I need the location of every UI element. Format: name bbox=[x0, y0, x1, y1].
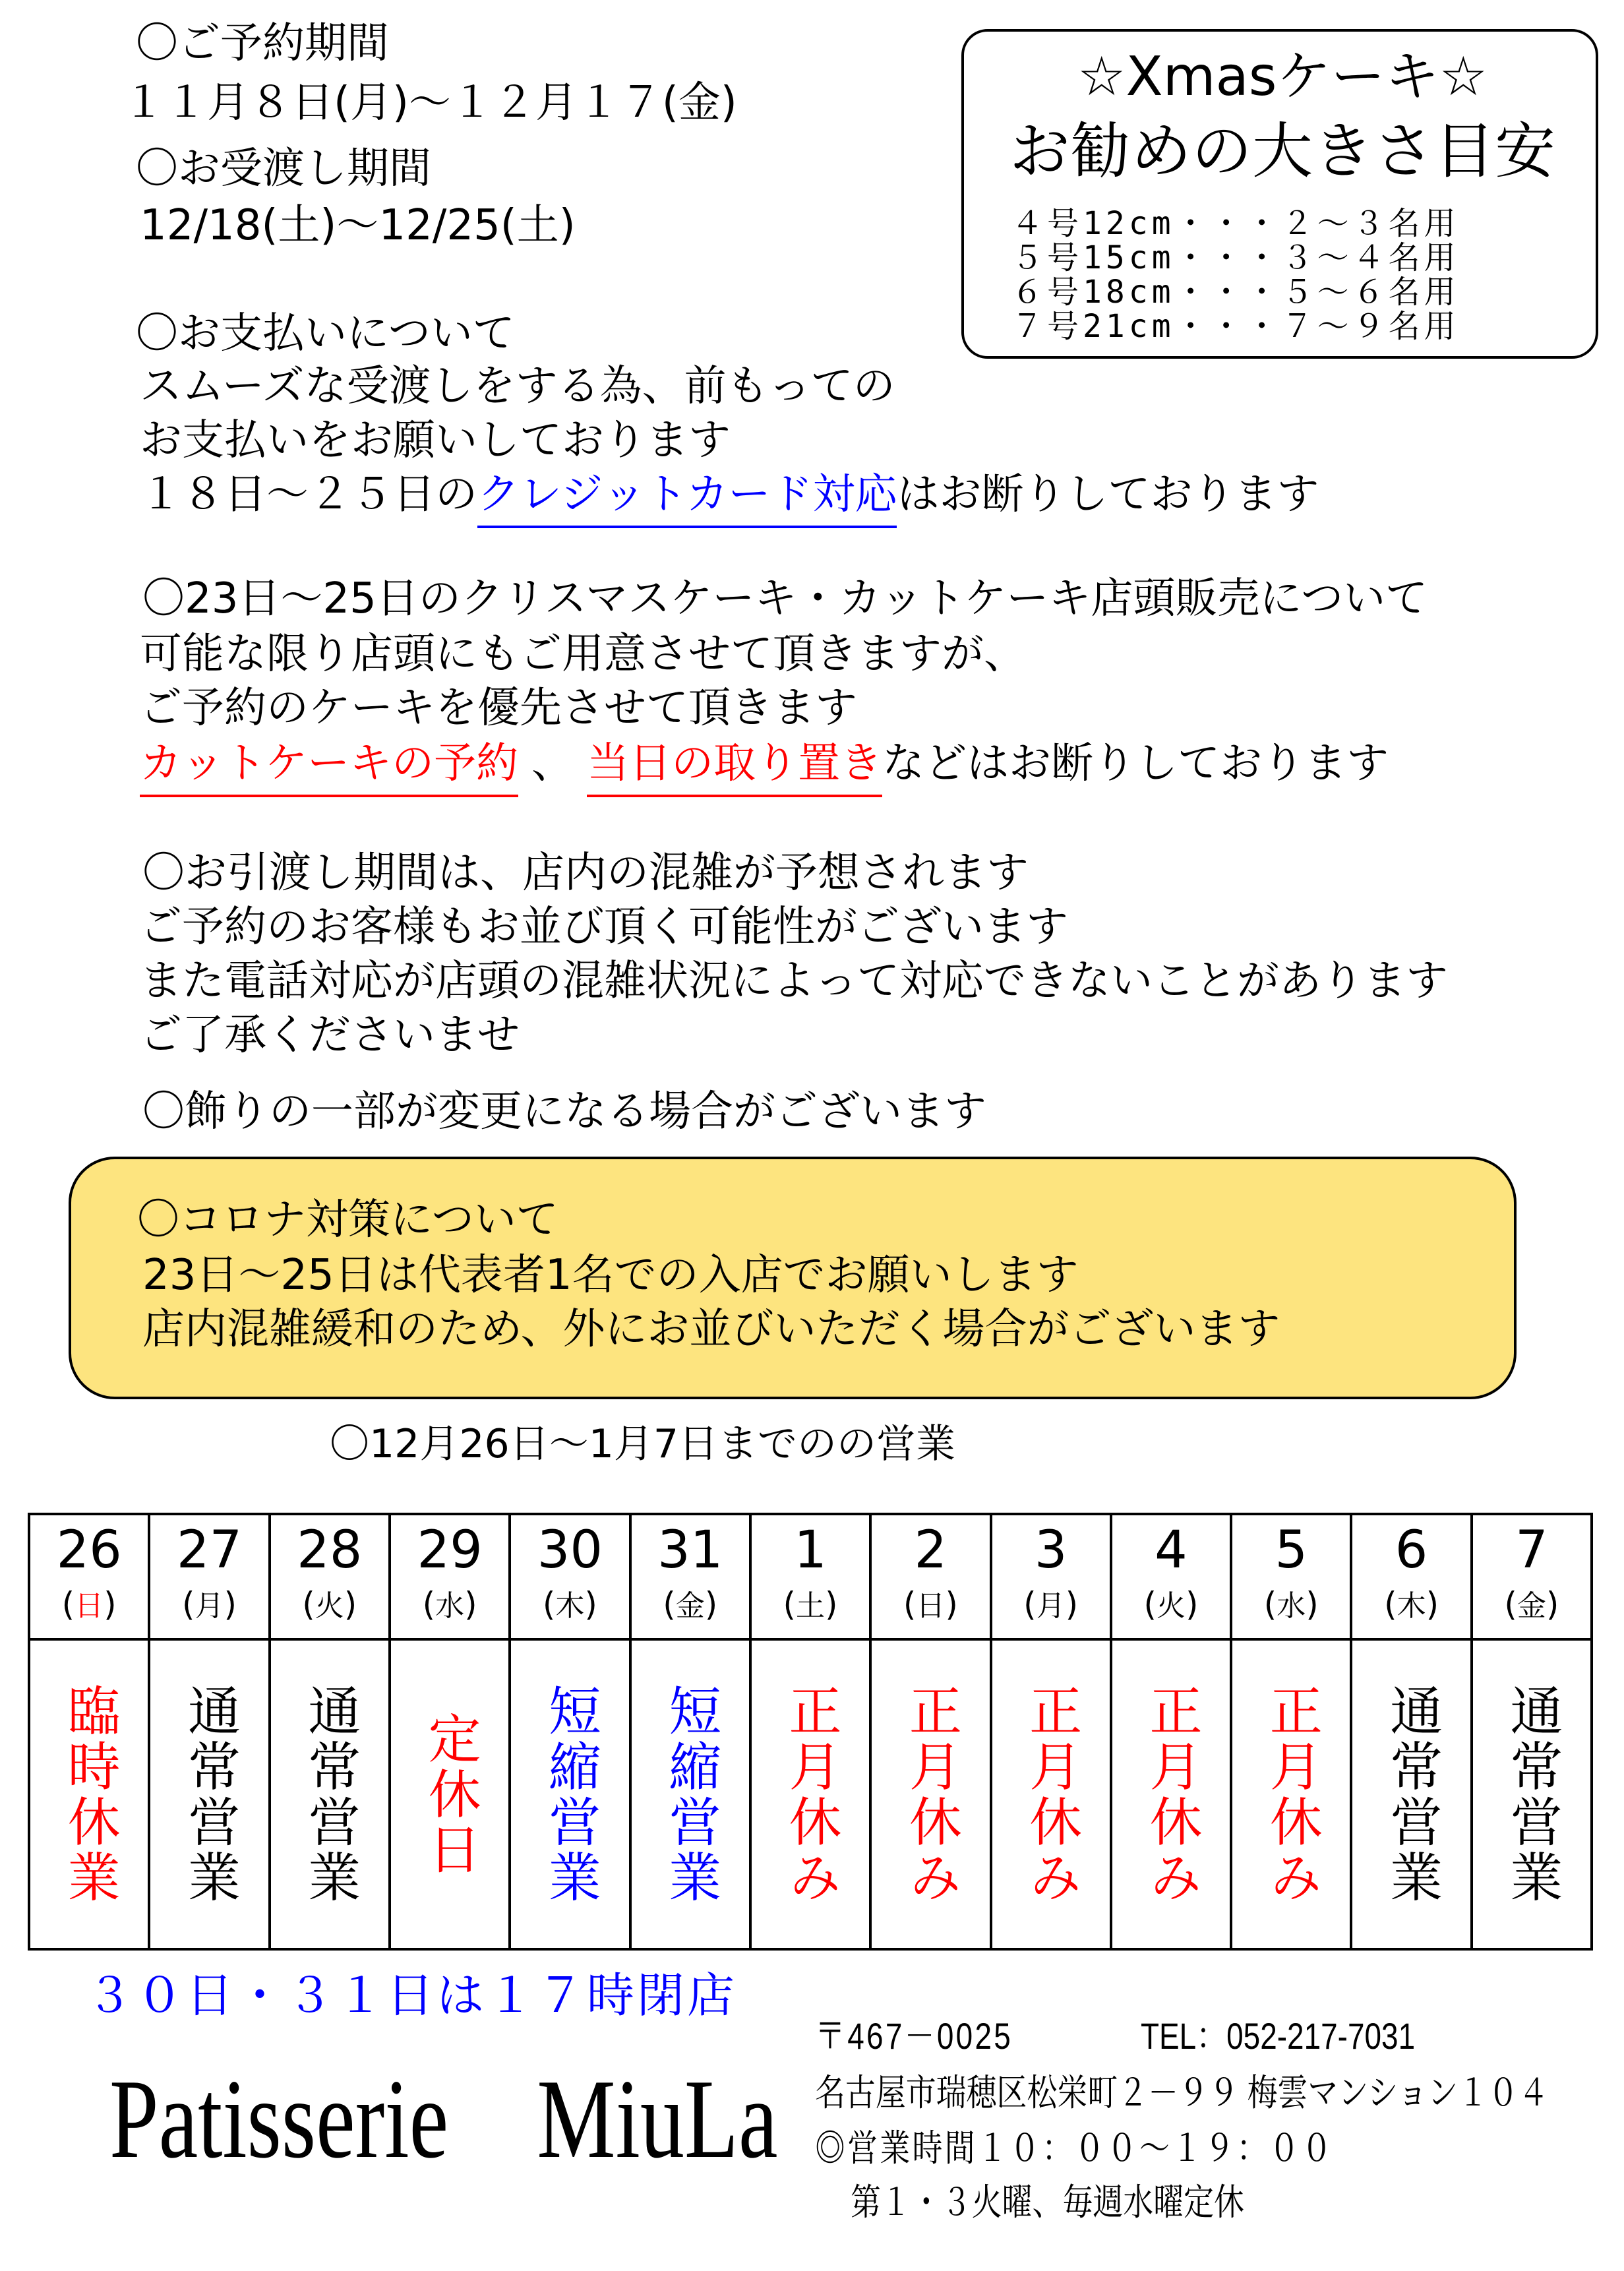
weekday-char: 土 bbox=[796, 1589, 826, 1623]
pickup-period-label: 〇お受渡し期間 bbox=[136, 144, 431, 193]
calendar-weekday bbox=[992, 1585, 1110, 1623]
calendar-date: 31 bbox=[657, 1521, 723, 1580]
size-row: ７号21cm・・・７～９名用 bbox=[1011, 308, 1460, 345]
same-day-hold-notice: 当日の取り置き bbox=[587, 739, 882, 797]
calendar-date: 29 bbox=[417, 1521, 483, 1580]
calendar-date: 5 bbox=[1275, 1521, 1308, 1580]
payment-line-1: スムーズな受渡しをする為、前もっての bbox=[140, 362, 895, 411]
size-guide-title: ☆Xmasケーキ☆ bbox=[1077, 45, 1488, 108]
calendar-day bbox=[632, 1515, 752, 1948]
calendar-day-header bbox=[1112, 1515, 1230, 1641]
corona-line-1: 23日～25日は代表者1名での入店でお願いします bbox=[142, 1251, 1079, 1300]
payment-label: 〇お支払いについて bbox=[136, 309, 515, 358]
reservation-period-label: 〇ご予約期間 bbox=[136, 19, 389, 68]
weekday-paren-close: ) bbox=[1185, 1585, 1199, 1623]
business-status: 正月休み bbox=[1261, 1683, 1323, 1905]
payment-line-2: お支払いをお願いしております bbox=[140, 416, 731, 465]
calendar-day bbox=[1112, 1515, 1232, 1948]
business-status: 通常営業 bbox=[1501, 1683, 1563, 1905]
weekday-paren-close: ) bbox=[1546, 1585, 1559, 1623]
calendar-day-body bbox=[752, 1641, 869, 1948]
calendar-day bbox=[30, 1515, 150, 1948]
shop-address: 名古屋市瑞穂区松栄町２－９９ 梅雲マンション１０４ bbox=[815, 2072, 1549, 2113]
weekday-paren-open: ( bbox=[1384, 1585, 1397, 1623]
handover-line-2: また電話対応が店頭の混雑状況によって対応できないことがあります bbox=[140, 957, 1448, 1006]
business-status: 正月休み bbox=[1140, 1683, 1202, 1905]
weekday-paren-open: ( bbox=[783, 1585, 797, 1623]
calendar-day-header bbox=[872, 1515, 989, 1641]
weekday-char: 水 bbox=[435, 1589, 465, 1623]
weekday-paren-close: ) bbox=[464, 1585, 477, 1623]
shop-phone: TEL：052-217-7031 bbox=[1141, 2015, 1416, 2057]
calendar-day-body bbox=[511, 1641, 628, 1948]
calendar-day-header bbox=[632, 1515, 749, 1641]
calendar-day bbox=[752, 1515, 872, 1948]
calendar-weekday bbox=[1352, 1585, 1470, 1623]
weekday-char: 木 bbox=[1397, 1589, 1426, 1623]
weekday-paren-close: ) bbox=[584, 1585, 597, 1623]
weekday-paren-open: ( bbox=[422, 1585, 436, 1623]
corona-line-2: 店内混雑緩和のため、外にお並びいただく場合がございます bbox=[142, 1305, 1280, 1354]
calendar-day-body bbox=[1112, 1641, 1230, 1948]
weekday-paren-open: ( bbox=[542, 1585, 556, 1623]
calendar-day bbox=[992, 1515, 1112, 1948]
instore-label: 〇23日～25日のクリスマスケーキ・カットケーキ店頭販売について bbox=[142, 574, 1428, 623]
calendar-day-header bbox=[271, 1515, 388, 1641]
calendar-day bbox=[511, 1515, 631, 1948]
instore-suffix: などはお断りしております bbox=[882, 739, 1389, 788]
calendar-day-body bbox=[150, 1641, 268, 1948]
weekday-paren-open: ( bbox=[903, 1585, 917, 1623]
calendar-date: 4 bbox=[1155, 1521, 1188, 1580]
weekday-paren-close: ) bbox=[945, 1585, 958, 1623]
business-status: 正月休み bbox=[780, 1683, 842, 1905]
weekday-paren-close: ) bbox=[704, 1585, 718, 1623]
calendar-date: 6 bbox=[1395, 1521, 1428, 1580]
decoration-note: 〇飾りの一部が変更になる場合がございます bbox=[142, 1087, 986, 1136]
shop-hours: ◎営業時間１０：００～１９：００ bbox=[815, 2127, 1335, 2169]
calendar-day bbox=[1352, 1515, 1472, 1948]
calendar-day-header bbox=[391, 1515, 508, 1641]
closing-time-note: ３０日・３１日は１７時閉店 bbox=[86, 1968, 738, 2023]
business-status: 通常営業 bbox=[299, 1683, 361, 1905]
cut-cake-reservation-notice: カットケーキの予約 bbox=[140, 739, 518, 797]
calendar-day-body bbox=[271, 1641, 388, 1948]
business-status: 短縮営業 bbox=[659, 1683, 721, 1905]
calendar-weekday bbox=[511, 1585, 628, 1623]
calendar-day-body bbox=[1352, 1641, 1470, 1948]
business-status: 臨時休業 bbox=[59, 1683, 121, 1905]
calendar-day-body bbox=[1473, 1641, 1590, 1948]
calendar-day-body bbox=[632, 1641, 749, 1948]
instore-line-3 bbox=[140, 739, 1389, 788]
calendar-date: 26 bbox=[56, 1521, 122, 1580]
calendar-day bbox=[1473, 1515, 1590, 1948]
calendar-day bbox=[271, 1515, 391, 1948]
weekday-char: 水 bbox=[1277, 1589, 1306, 1623]
payment-suffix: はお断りしております bbox=[897, 470, 1319, 519]
size-row: ６号18cm・・・５～６名用 bbox=[1011, 274, 1460, 311]
calendar-day-header bbox=[30, 1515, 148, 1641]
handover-line-3: ご了承くださいませ bbox=[140, 1011, 520, 1060]
weekday-char: 月 bbox=[1036, 1589, 1066, 1623]
calendar-date: 27 bbox=[176, 1521, 243, 1580]
calendar-date: 30 bbox=[537, 1521, 603, 1580]
payment-prefix: １８日～２５日の bbox=[140, 470, 477, 519]
weekday-char: 火 bbox=[1156, 1589, 1186, 1623]
calendar-day-body bbox=[992, 1641, 1110, 1948]
handover-label: 〇お引渡し期間は、店内の混雑が予想されます bbox=[142, 849, 1029, 897]
calendar-day-header bbox=[752, 1515, 869, 1641]
weekday-paren-open: ( bbox=[1143, 1585, 1157, 1623]
calendar-weekday bbox=[150, 1585, 268, 1623]
pickup-period-dates: 12/18(土)～12/25(土) bbox=[140, 201, 576, 250]
shop-logo-name: Patisserie MiuLa bbox=[109, 2057, 778, 2182]
calendar-weekday bbox=[271, 1585, 388, 1623]
calendar-weekday bbox=[872, 1585, 989, 1623]
calendar-weekday bbox=[1112, 1585, 1230, 1623]
calendar-day-header bbox=[1352, 1515, 1470, 1641]
calendar-weekday bbox=[391, 1585, 508, 1623]
calendar-day bbox=[872, 1515, 992, 1948]
weekday-char: 火 bbox=[315, 1589, 344, 1623]
business-status: 短縮営業 bbox=[539, 1683, 601, 1905]
instore-sep: 、 bbox=[531, 739, 574, 788]
reservation-period-dates: １１月８日(月)～１２月１７(金) bbox=[123, 78, 737, 127]
weekday-char: 月 bbox=[195, 1589, 224, 1623]
weekday-paren-close: ) bbox=[344, 1585, 357, 1623]
weekday-paren-close: ) bbox=[1065, 1585, 1079, 1623]
calendar-day bbox=[391, 1515, 511, 1948]
calendar-day-header bbox=[1232, 1515, 1350, 1641]
weekday-paren-open: ( bbox=[181, 1585, 195, 1623]
calendar-weekday bbox=[1232, 1585, 1350, 1623]
calendar-day bbox=[1232, 1515, 1352, 1948]
calendar-day bbox=[150, 1515, 270, 1948]
weekday-paren-close: ) bbox=[224, 1585, 237, 1623]
shop-postal-code: 〒467－0025 bbox=[815, 2015, 1013, 2057]
size-guide-box bbox=[961, 29, 1598, 359]
calendar-day-header bbox=[511, 1515, 628, 1641]
calendar-date: 1 bbox=[794, 1521, 827, 1580]
business-status: 通常営業 bbox=[179, 1683, 241, 1905]
weekday-paren-open: ( bbox=[663, 1585, 676, 1623]
business-status: 正月休み bbox=[1020, 1683, 1082, 1905]
handover-line-1: ご予約のお客様もお並び頂く可能性がございます bbox=[140, 903, 1068, 952]
calendar-weekday bbox=[1473, 1585, 1590, 1623]
corona-label: 〇コロナ対策について bbox=[137, 1196, 558, 1244]
size-row: ５号15cm・・・３～４名用 bbox=[1011, 239, 1460, 276]
weekday-paren-open: ( bbox=[1263, 1585, 1277, 1623]
calendar-date: 3 bbox=[1034, 1521, 1068, 1580]
business-status: 正月休み bbox=[900, 1683, 962, 1905]
calendar-day-body bbox=[391, 1641, 508, 1948]
credit-card-notice: クレジットカード対応 bbox=[477, 470, 897, 528]
weekday-paren-open: ( bbox=[61, 1585, 75, 1623]
instore-line-1: 可能な限り店頭にもご用意させて頂きますが、 bbox=[140, 630, 1026, 679]
weekday-paren-close: ) bbox=[825, 1585, 838, 1623]
size-row: ４号12cm・・・２～３名用 bbox=[1011, 205, 1460, 242]
business-status: 定休日 bbox=[419, 1711, 481, 1877]
weekday-char: 木 bbox=[555, 1589, 585, 1623]
weekday-paren-open: ( bbox=[302, 1585, 315, 1623]
payment-line-3 bbox=[140, 470, 1319, 519]
weekday-char: 金 bbox=[675, 1589, 705, 1623]
weekday-char: 日 bbox=[916, 1589, 946, 1623]
calendar-day-body bbox=[30, 1641, 148, 1948]
schedule-title: 〇12月26日～1月7日までのの営業 bbox=[330, 1421, 956, 1467]
weekday-paren-close: ) bbox=[1426, 1585, 1439, 1623]
weekday-paren-close: ) bbox=[104, 1585, 117, 1623]
calendar-date: 2 bbox=[914, 1521, 947, 1580]
calendar-date: 7 bbox=[1515, 1521, 1548, 1580]
calendar-weekday bbox=[752, 1585, 869, 1623]
weekday-char: 日 bbox=[75, 1589, 104, 1623]
calendar-date: 28 bbox=[297, 1521, 363, 1580]
instore-line-2: ご予約のケーキを優先させて頂きます bbox=[140, 684, 857, 733]
calendar-day-body bbox=[872, 1641, 989, 1948]
business-status: 通常営業 bbox=[1381, 1683, 1443, 1905]
calendar-day-header bbox=[992, 1515, 1110, 1641]
corona-measures-box bbox=[69, 1157, 1517, 1399]
calendar-day-header bbox=[1473, 1515, 1590, 1641]
shop-regular-holidays: 第１・３火曜、毎週水曜定休 bbox=[851, 2181, 1244, 2223]
weekday-paren-open: ( bbox=[1504, 1585, 1517, 1623]
weekday-char: 金 bbox=[1517, 1589, 1546, 1623]
calendar-day-body bbox=[1232, 1641, 1350, 1948]
size-guide-subtitle: お勧めの大きさ目安 bbox=[1009, 116, 1555, 187]
calendar-weekday bbox=[30, 1585, 148, 1623]
calendar-day-header bbox=[150, 1515, 268, 1641]
calendar-weekday bbox=[632, 1585, 749, 1623]
weekday-paren-open: ( bbox=[1023, 1585, 1037, 1623]
holiday-calendar bbox=[28, 1513, 1593, 1951]
weekday-paren-close: ) bbox=[1306, 1585, 1319, 1623]
